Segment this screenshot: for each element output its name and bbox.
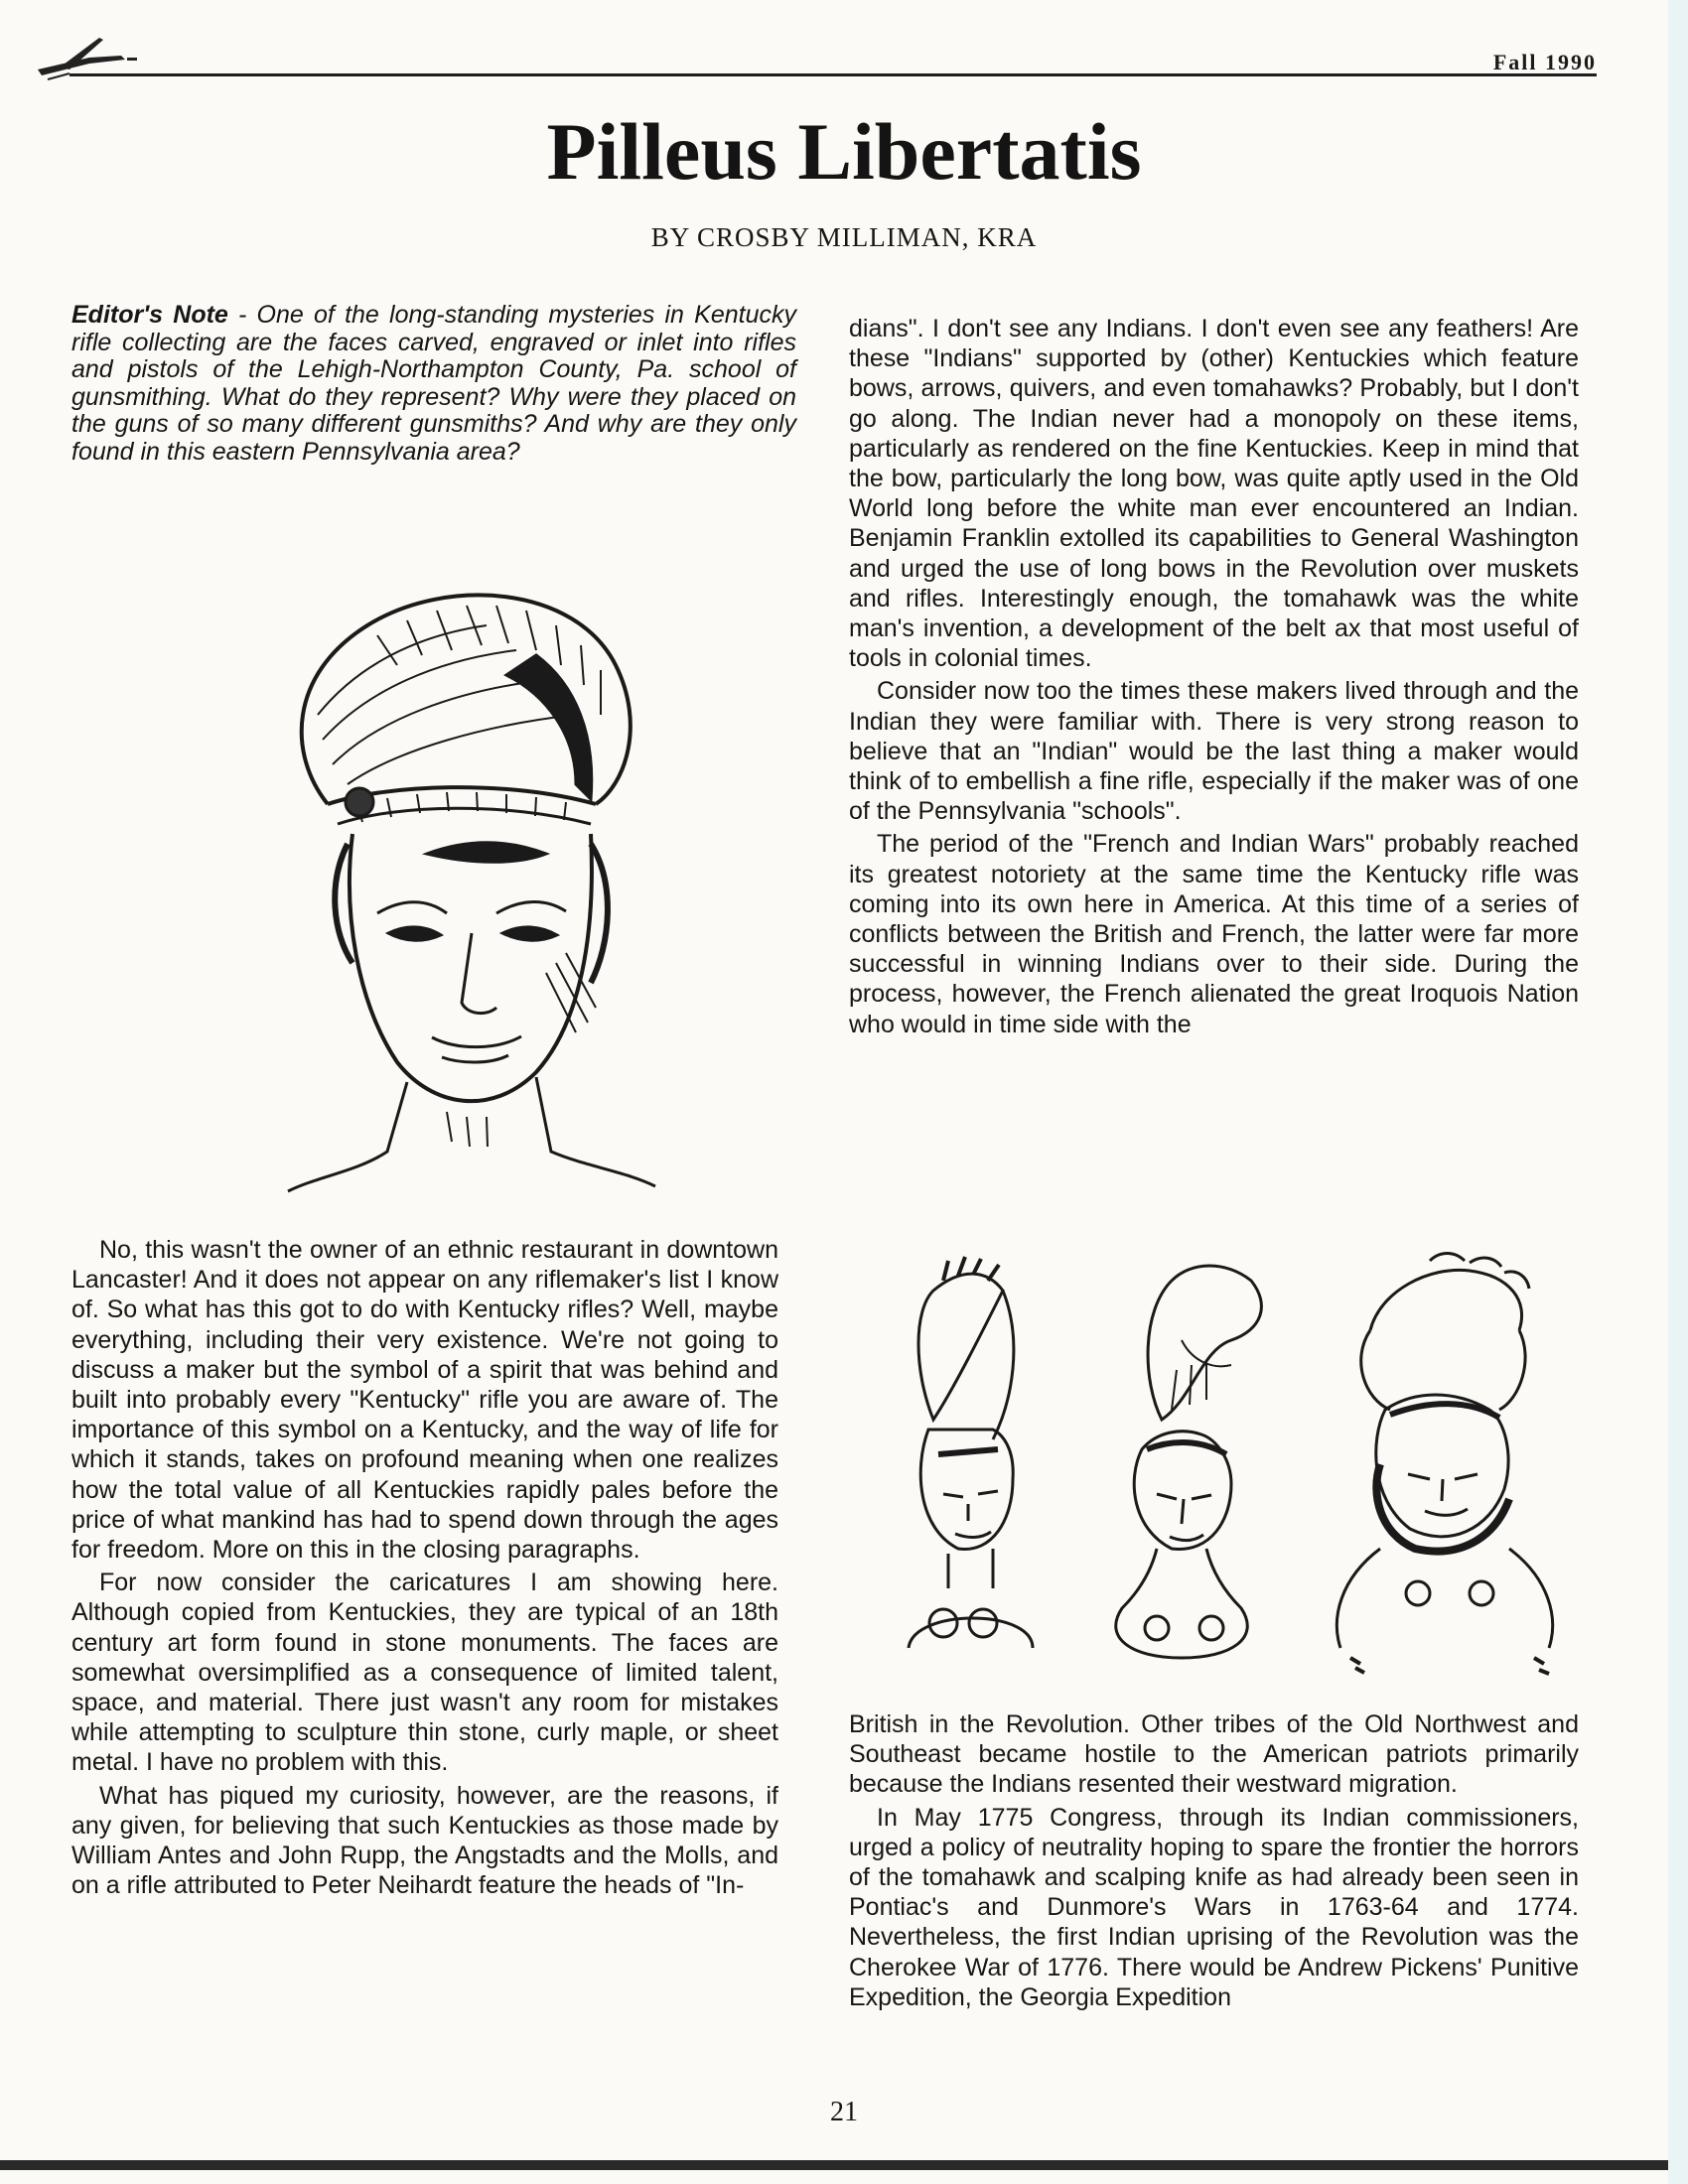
bottom-rule [0,2160,1688,2170]
carved-head-2 [1116,1266,1262,1658]
paragraph: dians". I don't see any Indians. I don't even see any feathers! Are these "Indians" supported by (other) Kentuckies which feature bows, arrows, quivers, and even tomahawks? Probably, but I don't go along. The Indian never had a monopoly on these items, particularly as rendered on the fine Kentuckies. Keep in mind that the bow, particularly the long bow, was quite aptly used in the Old World long before the white man ever encountered an Indian. Benjamin Franklin extolled its capabilities to General Washington and urged the use of long bows in the Revolution over muskets and rifles. Interestingly enough, the tomahawk was the white man's invention, a development of the belt ax that most useful of tools in colonial times. [849,315,1579,673]
issue-date: Fall 1990 [1492,50,1597,74]
editor-note-text: - One of the long-standing mysteries in Kentucky rifle collecting are the faces carved, engraved or inlet into rifles and pistols of the Lehigh-Northampton County, Pa. school of gunsmithing. What do they represent? Why were they placed on the guns of so many different gunsmiths? And why are they only found in this eastern Pennsylvania area? [71,301,796,466]
page-number: 21 [830,2097,858,2127]
right-column-lower-body [849,1709,1579,2012]
editor-note [71,302,796,466]
paragraph: Consider now too the times these makers lived through and the Indian they were familiar with. There is very strong reason to believe that an "Indian" would be the last thing a maker would think of to embellish a fine rifle, especially if the maker was of one of the Pennsylvania "schools". [849,677,1579,826]
header-rule [70,73,1597,76]
article-title: Pilleus Libertatis [546,106,1142,197]
paragraph: No, this wasn't the owner of an ethnic restaurant in downtown Lancaster! And it does not appear on any riflemaker's list I know of. So what has this got to do with Kentucky rifles? Well, maybe everything, including their very existence. We're not going to discuss a maker but the symbol of a spirit that was behind and built into probably every "Kentucky" rifle you are aware of. The importance of this symbol on a Kentucky, and the way of life for which it stands, takes on profound meaning when one realizes how the total value of all Kentuckies rapidly pales before the price of what mankind has had to spend down through the ages for freedom. More on this in the closing paragraphs. [71,1236,778,1565]
left-column-body [71,1235,778,1900]
carved-head-3 [1336,1254,1552,1675]
article-byline: BY CROSBY MILLIMAN, KRA [650,222,1038,252]
editor-note-label: Editor's Note [71,301,228,329]
right-column-upper-body [849,314,1579,1039]
carved-heads-illustration [874,1251,1569,1678]
carved-head-1 [909,1257,1033,1648]
paragraph: For now consider the caricatures I am showing here. Although copied from Kentuckies, they are typical of an 18th century art form found in stone monuments. The faces are somewhat oversimplified as a consequence of limited talent, space, and material. There just wasn't any room for mistakes while attempting to sculpture thin stone, curly maple, or sheet metal. I have no problem with this. [71,1569,778,1777]
paragraph: In May 1775 Congress, through its Indian commissioners, urged a policy of neutrality hoping to spare the frontier the horrors of the tomahawk and scalping knife as had already been seen in Pontiac's and Dunmore's Wars in 1763-64 and 1774. Nevertheless, the first Indian uprising of the Revolution was the Cherokee War of 1776. There would be Andrew Pickens' Punitive Expedition, the Georgia Expedition [849,1803,1579,2011]
paragraph: What has piqued my curiosity, however, are the reasons, if any given, for believing that such Kentuckies as those made by William Antes and John Rupp, the Angstadts and the Molls, and on a rifle attributed to Peter Neihardt feature the heads of "In- [71,1781,778,1900]
paragraph: British in the Revolution. Other tribes of the Old Northwest and Southeast became hostile to the American patriots primarily because the Indians resented their westward migration. [849,1710,1579,1799]
page-edge-shadow [1668,0,1688,2184]
paragraph: The period of the "French and Indian Wars" probably reached its greatest notoriety at the same time the Kentucky rifle was coming into its own here in America. At this time of a series of conflicts between the British and French, the latter were far more successful in winning Indians over to their side. During the process, however, the French alienated the great Iroquois Nation who would in time side with the [849,830,1579,1038]
liberty-cap-portrait-illustration [248,556,675,1211]
